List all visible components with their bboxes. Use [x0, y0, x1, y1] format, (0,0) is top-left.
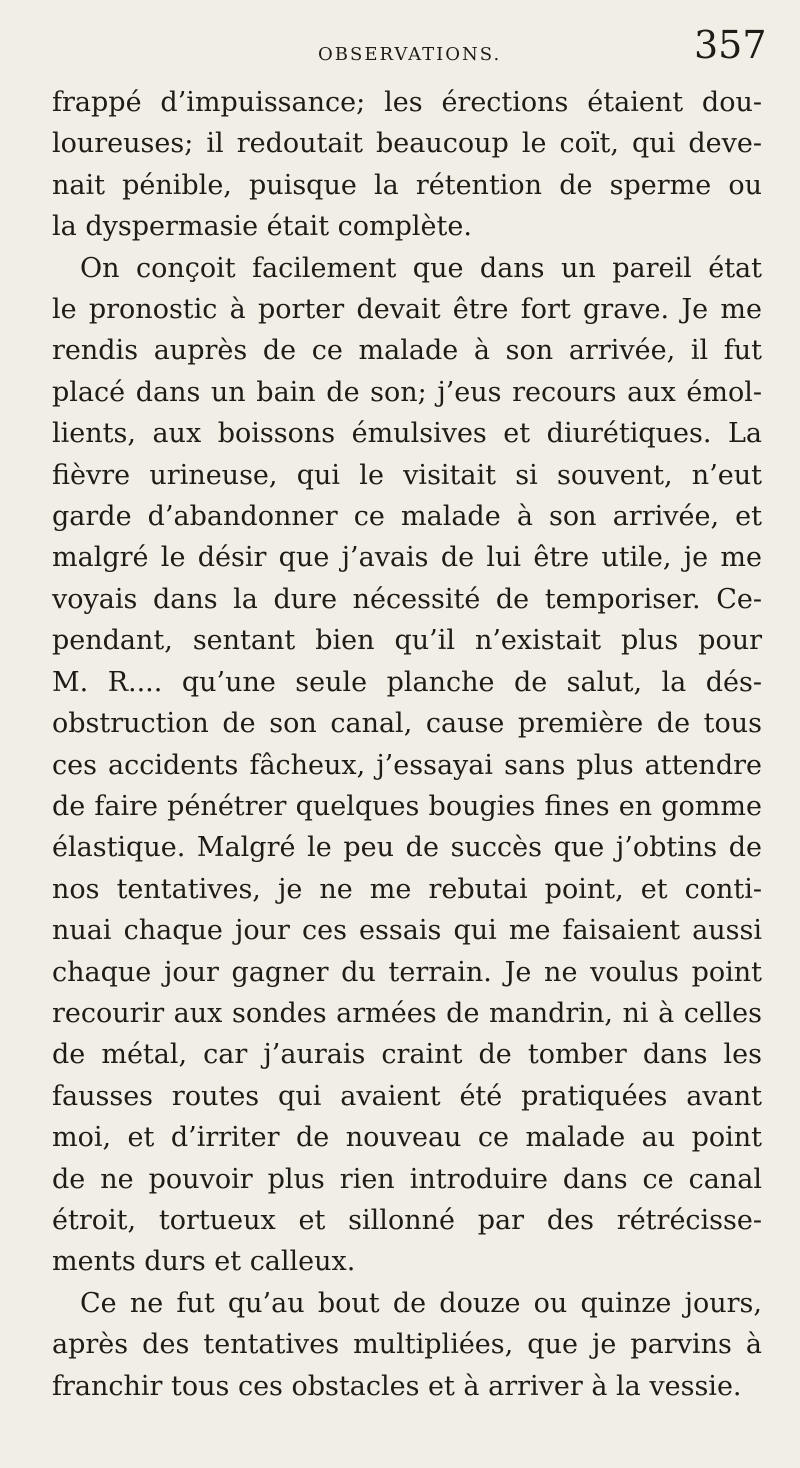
- text-line: pendant, sentant bien qu’il n’existait plus pour: [52, 625, 762, 657]
- text-line: placé dans un bain de son; j’eus recours aux émol-: [52, 376, 762, 408]
- text-line: franchir tous ces obstacles et à arriver à la vessie.: [52, 1370, 742, 1402]
- text-line: ces accidents fâcheux, j’essayai sans plus attendre: [52, 749, 762, 781]
- text-line: lients, aux boissons émulsives et diurétiques. La: [52, 418, 762, 450]
- text-line: la dyspermasie était complète.: [52, 211, 472, 243]
- text-line: Ce ne fut qu’au bout de douze ou quinze jours,: [80, 1287, 762, 1319]
- text-line: rendis auprès de ce malade à son arrivée, il fut: [52, 335, 762, 367]
- text-line: frappé d’impuissance; les érections étaient dou-: [52, 87, 762, 118]
- text-line: nos tentatives, je ne me rebutai point, et conti-: [52, 873, 762, 905]
- running-title: OBSERVATIONS.: [318, 44, 502, 65]
- text-line: malgré le désir que j’avais de lui être utile, je me: [52, 542, 762, 574]
- text-line: fausses routes qui avaient été pratiquées avant: [52, 1080, 762, 1112]
- text-line: garde d’abandonner ce malade à son arrivée, et: [52, 501, 762, 533]
- text-line: de métal, car j’aurais craint de tomber dans les: [52, 1039, 762, 1071]
- text-line: le pronostic à porter devait être fort grave. Je me: [52, 294, 762, 326]
- page-header: [0, 18, 800, 78]
- text-line: après des tentatives multipliées, que je parvins à: [52, 1329, 762, 1361]
- body-text: [52, 82, 762, 1407]
- text-line: ments durs et calleux.: [52, 1246, 356, 1278]
- text-line: fièvre urineuse, qui le visitait si souvent, n’eut: [52, 459, 762, 491]
- text-line: On conçoit facilement que dans un pareil état: [80, 252, 762, 284]
- text-line: obstruction de son canal, cause première de tous: [52, 708, 762, 740]
- text-line: recourir aux sondes armées de mandrin, ni à celles: [52, 997, 762, 1029]
- text-line: moi, et d’irriter de nouveau ce malade au point: [52, 1122, 762, 1154]
- text-line: voyais dans la dure nécessité de temporiser. Ce-: [52, 583, 762, 615]
- text-line: de faire pénétrer quelques bougies fines en gomme: [52, 790, 762, 822]
- text-line: M. R.... qu’une seule planche de salut, la dés-: [52, 666, 762, 698]
- text-line: élastique. Malgré le peu de succès que j’obtins de: [52, 832, 762, 864]
- page-number: 357: [694, 23, 767, 67]
- text-line: de ne pouvoir plus rien introduire dans ce canal: [52, 1163, 762, 1195]
- text-line: étroit, tortueux et sillonné par des rétrécisse-: [52, 1204, 762, 1236]
- text-line: loureuses; il redoutait beaucoup le coït, qui deve-: [52, 128, 762, 160]
- text-line: nuai chaque jour ces essais qui me faisaient aussi: [52, 915, 762, 947]
- text-line: nait pénible, puisque la rétention de sperme ou: [52, 169, 762, 201]
- text-line: chaque jour gagner du terrain. Je ne voulus point: [52, 956, 762, 988]
